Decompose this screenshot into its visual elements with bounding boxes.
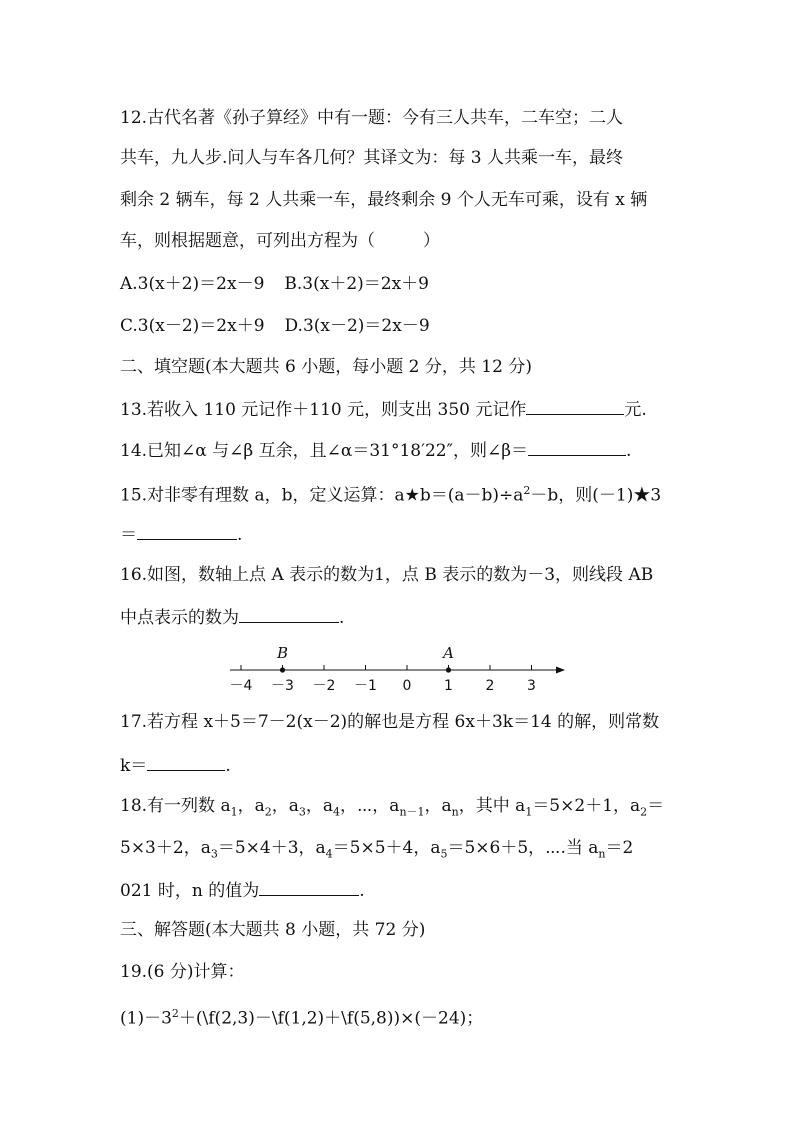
answer-blank — [147, 752, 225, 771]
q12-line4-close: ） — [423, 231, 440, 251]
q16-line1: 16.如图，数轴上点 A 表示的数为1，点 B 表示的数为－3，则线段 AB — [120, 565, 654, 585]
q18-line3-text: 021 时，n 的值为 — [120, 881, 260, 901]
number-line-tick-label: 2 — [485, 678, 495, 694]
q18-seg: ，⋯，a — [340, 796, 400, 816]
q16-line2 — [120, 604, 680, 630]
q18-line2 — [120, 836, 680, 866]
q18-sub: 1 — [525, 805, 533, 819]
q19-part1-text: (1)－3 — [120, 1008, 172, 1029]
point-b-label: B — [276, 644, 289, 662]
q15-text: 15.对非零有理数 a，b，定义运算：a★b＝(a－b)÷a — [120, 485, 524, 506]
q17-line1: 17.若方程 x＋5＝7－2(x－2)的解也是方程 6x＋3k＝14 的解，则常数 — [120, 712, 660, 732]
q18-sub: 2 — [640, 805, 648, 819]
q18-sub: n－1 — [399, 805, 425, 819]
q19-part1-text-b: ＋(\f(2,3)－\f(1,2)＋\f(5,8))×(－24)； — [178, 1008, 484, 1029]
q12-options-ab — [120, 272, 680, 296]
q15-line1 — [120, 479, 680, 508]
q15-line2 — [120, 521, 680, 547]
number-line-tick-label: 1 — [444, 678, 453, 694]
q18-line1 — [120, 794, 680, 824]
q14-text: 14.已知∠α 与∠β 互余，且∠α＝31°18′22″，则∠β＝ — [120, 441, 529, 461]
q15-line2-text: ＝ — [120, 525, 137, 545]
q18-seg: ＝5×6＋5，⋯.当 a — [447, 838, 599, 858]
q18-sub: 1 — [230, 805, 238, 819]
q18-seg: ＝ — [647, 796, 665, 816]
q18-seg: ，a — [305, 796, 333, 816]
q19-title: 19.(6 分)计算： — [120, 962, 245, 982]
q15-end: . — [237, 525, 243, 545]
number-line-tick-label: －4 — [229, 678, 253, 694]
q14 — [120, 437, 680, 463]
q19-part1 — [120, 1002, 680, 1031]
q12-line2: 共车，九人步.问人与车各几何？其译文为：每 3 人共乘一车，最终 — [120, 148, 624, 168]
q19-exponent: 2 — [171, 1007, 179, 1020]
q12-options-cd — [120, 314, 680, 338]
q13 — [120, 396, 680, 422]
answer-blank — [259, 877, 359, 896]
option-c: C.3(x－2)＝2x＋9 — [120, 316, 265, 336]
q18-seg: ，a — [271, 796, 299, 816]
number-line-tick-label: －1 — [354, 678, 377, 694]
q17-line2-text: k＝ — [120, 756, 148, 776]
answer-blank — [137, 521, 237, 540]
q18-seg: ，a — [237, 796, 265, 816]
number-line-tick-label: －3 — [271, 678, 294, 694]
q18-sub: 4 — [333, 805, 340, 819]
q18-seg: ＝5×5＋4，a — [332, 838, 441, 858]
section-heading-solutions: 三、解答题(本大题共 8 小题，共 72 分) — [120, 920, 426, 940]
q16-end: . — [339, 608, 345, 628]
number-line-arrow — [556, 667, 565, 674]
number-line-tick-label: 0 — [402, 678, 412, 694]
q18-line3 — [120, 877, 680, 903]
q16-line2-text: 中点表示的数为 — [120, 608, 239, 628]
point-a-dot — [446, 667, 451, 672]
q18-seg: 5×3＋2，a — [120, 838, 211, 858]
q15-exponent: 2 — [523, 484, 531, 497]
q18-seg: ，其中 a — [458, 796, 526, 816]
q18-sub: 3 — [210, 847, 218, 861]
q18-sub: 2 — [264, 805, 272, 819]
point-a-label: A — [443, 644, 454, 662]
q17-line2 — [120, 752, 680, 778]
option-d: D.3(x－2)＝2x－9 — [284, 316, 430, 336]
q12-line4 — [120, 229, 680, 253]
q18-seg: ＝2 — [605, 838, 634, 858]
answer-blank — [526, 396, 624, 415]
q18-seg: ＝5×4＋3，a — [217, 838, 326, 858]
q17-end: . — [225, 756, 231, 776]
q18-end: . — [359, 881, 365, 901]
q18-sub: 3 — [298, 805, 306, 819]
number-line-figure — [225, 640, 575, 696]
q18-seg: 18.有一列数 a — [120, 796, 231, 816]
answer-blank — [239, 604, 339, 623]
q12-line1: 12.古代名著《孙子算经》中有一题：今有三人共车，二车空；二人 — [120, 108, 624, 128]
q15-text-b: －b，则(－1)★3 — [530, 485, 662, 506]
number-line-tick-label: －2 — [312, 678, 336, 694]
point-b-dot — [280, 667, 285, 672]
option-b: B.3(x＋2)＝2x＋9 — [284, 274, 429, 294]
q18-sub: 4 — [325, 847, 333, 861]
q13-text: 13.若收入 110 元记作＋110 元，则支出 350 元记作 — [120, 400, 527, 420]
q12-line3: 剩余 2 辆车，每 2 人共乘一车，最终剩余 9 个人无车可乘，设有 x 辆 — [120, 190, 648, 210]
q13-end: 元. — [624, 400, 647, 420]
section-heading-fill-in: 二、填空题(本大题共 6 小题，每小题 2 分，共 12 分) — [120, 357, 532, 377]
q14-end: . — [626, 441, 632, 461]
q18-seg: ＝5×2＋1，a — [532, 796, 641, 816]
option-a: A.3(x＋2)＝2x－9 — [120, 274, 265, 294]
number-line-tick-label: 3 — [527, 678, 536, 694]
q18-sub: n — [598, 847, 606, 861]
q18-seg: ，a — [424, 796, 452, 816]
q12-line4-text: 车，则根据题意，可列出方程为（ — [120, 231, 375, 251]
q18-sub: 5 — [440, 847, 448, 861]
q18-sub: n — [451, 805, 459, 819]
answer-blank — [528, 437, 626, 456]
